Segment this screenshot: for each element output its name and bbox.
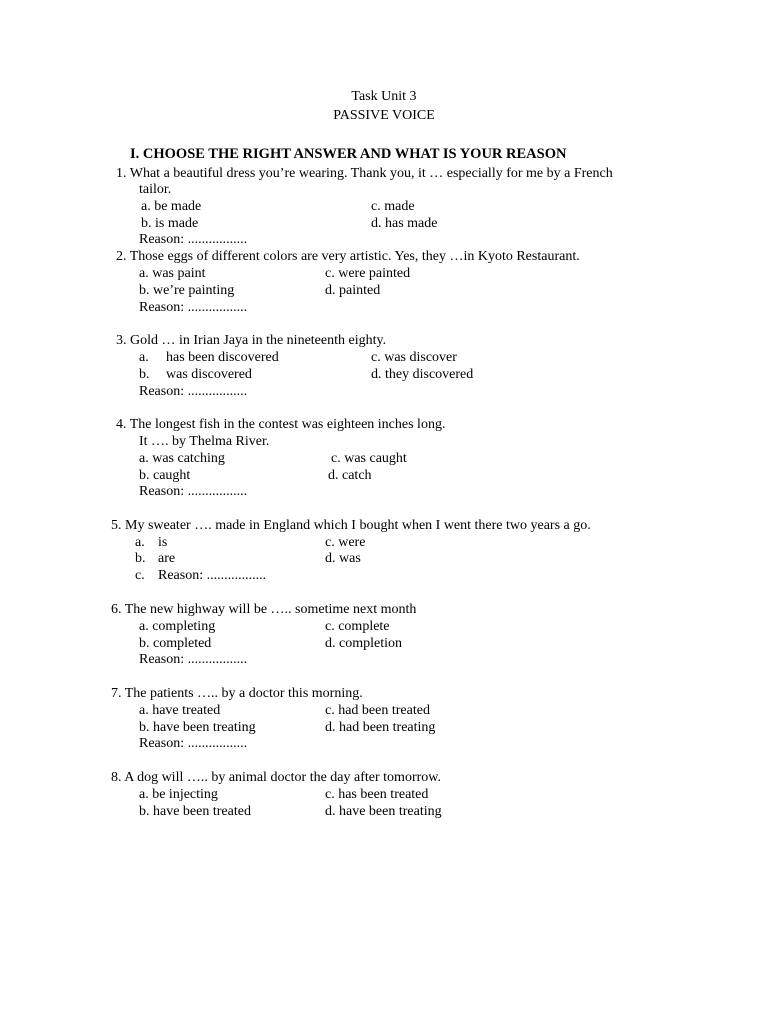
question-4-reason: Reason: ................. bbox=[139, 484, 248, 499]
question-7-option-d: d. had been treating bbox=[325, 720, 436, 735]
question-6-stem: 6. The new highway will be ….. sometime next month bbox=[111, 602, 417, 617]
question-1-reason: Reason: ................. bbox=[139, 232, 248, 247]
question-3-option-b: was discovered bbox=[166, 367, 252, 382]
question-4-stem: 4. The longest fish in the contest was eighteen inches long. bbox=[116, 417, 446, 432]
question-5-stem: 5. My sweater …. made in England which I bought when I went there two years a go. bbox=[111, 518, 591, 533]
question-5-option-b-marker: b. bbox=[135, 551, 146, 566]
question-1-stem-continued: tailor. bbox=[139, 182, 172, 197]
question-3-option-a-marker: a. bbox=[139, 350, 149, 365]
question-6-reason: Reason: ................. bbox=[139, 652, 248, 667]
question-6-option-d: d. completion bbox=[325, 636, 402, 651]
question-5-reason-marker: c. bbox=[135, 568, 145, 583]
question-8-option-a: a. be injecting bbox=[139, 787, 218, 802]
question-6-option-c: c. complete bbox=[325, 619, 390, 634]
question-3-option-a: has been discovered bbox=[166, 350, 279, 365]
question-4-option-c: c. was caught bbox=[331, 451, 407, 466]
question-7-option-a: a. have treated bbox=[139, 703, 221, 718]
question-3-stem: 3. Gold … in Irian Jaya in the nineteenth eighty. bbox=[116, 333, 387, 348]
question-5-reason: Reason: ................. bbox=[158, 568, 267, 583]
question-8-stem: 8. A dog will ….. by animal doctor the day after tomorrow. bbox=[111, 770, 441, 785]
question-8-option-b: b. have been treated bbox=[139, 804, 251, 819]
question-7-option-b: b. have been treating bbox=[139, 720, 256, 735]
question-5-option-c: c. were bbox=[325, 535, 366, 550]
page-subtitle: PASSIVE VOICE bbox=[333, 108, 435, 123]
question-4-option-d: d. catch bbox=[328, 468, 372, 483]
question-2-option-b: b. we’re painting bbox=[139, 283, 235, 298]
question-3-option-d: d. they discovered bbox=[371, 367, 474, 382]
question-4-option-b: b. caught bbox=[139, 468, 191, 483]
question-1-option-b: b. is made bbox=[141, 216, 199, 231]
question-5-option-a: is bbox=[158, 535, 168, 550]
question-1-stem: 1. What a beautiful dress you’re wearing. Thank you, it … especially for me by a French bbox=[116, 166, 613, 181]
question-2-option-a: a. was paint bbox=[139, 266, 206, 281]
question-1-option-c: c. made bbox=[371, 199, 415, 214]
question-7-stem: 7. The patients ….. by a doctor this morning. bbox=[111, 686, 363, 701]
question-8-option-c: c. has been treated bbox=[325, 787, 429, 802]
question-4-stem-continued: It …. by Thelma River. bbox=[139, 434, 270, 449]
question-2-option-c: c. were painted bbox=[325, 266, 411, 281]
question-7-reason: Reason: ................. bbox=[139, 736, 248, 751]
question-5-option-b: are bbox=[158, 551, 176, 566]
question-5-option-a-marker: a. bbox=[135, 535, 145, 550]
page-title: Task Unit 3 bbox=[351, 89, 417, 104]
question-3-reason: Reason: ................. bbox=[139, 384, 248, 399]
question-1-option-d: d. has made bbox=[371, 216, 438, 231]
question-3-option-b-marker: b. bbox=[139, 367, 150, 382]
question-2-reason: Reason: ................. bbox=[139, 300, 248, 315]
question-8-option-d: d. have been treating bbox=[325, 804, 442, 819]
question-2-stem: 2. Those eggs of different colors are very artistic. Yes, they …in Kyoto Restaurant. bbox=[116, 249, 580, 264]
question-1-option-a: a. be made bbox=[141, 199, 202, 214]
question-6-option-a: a. completing bbox=[139, 619, 216, 634]
section-heading: I. CHOOSE THE RIGHT ANSWER AND WHAT IS YOUR REASON bbox=[130, 146, 567, 162]
question-2-option-d: d. painted bbox=[325, 283, 381, 298]
question-3-option-c: c. was discover bbox=[371, 350, 457, 365]
question-7-option-c: c. had been treated bbox=[325, 703, 430, 718]
question-6-option-b: b. completed bbox=[139, 636, 212, 651]
question-5-option-d: d. was bbox=[325, 551, 361, 566]
question-4-option-a: a. was catching bbox=[139, 451, 225, 466]
